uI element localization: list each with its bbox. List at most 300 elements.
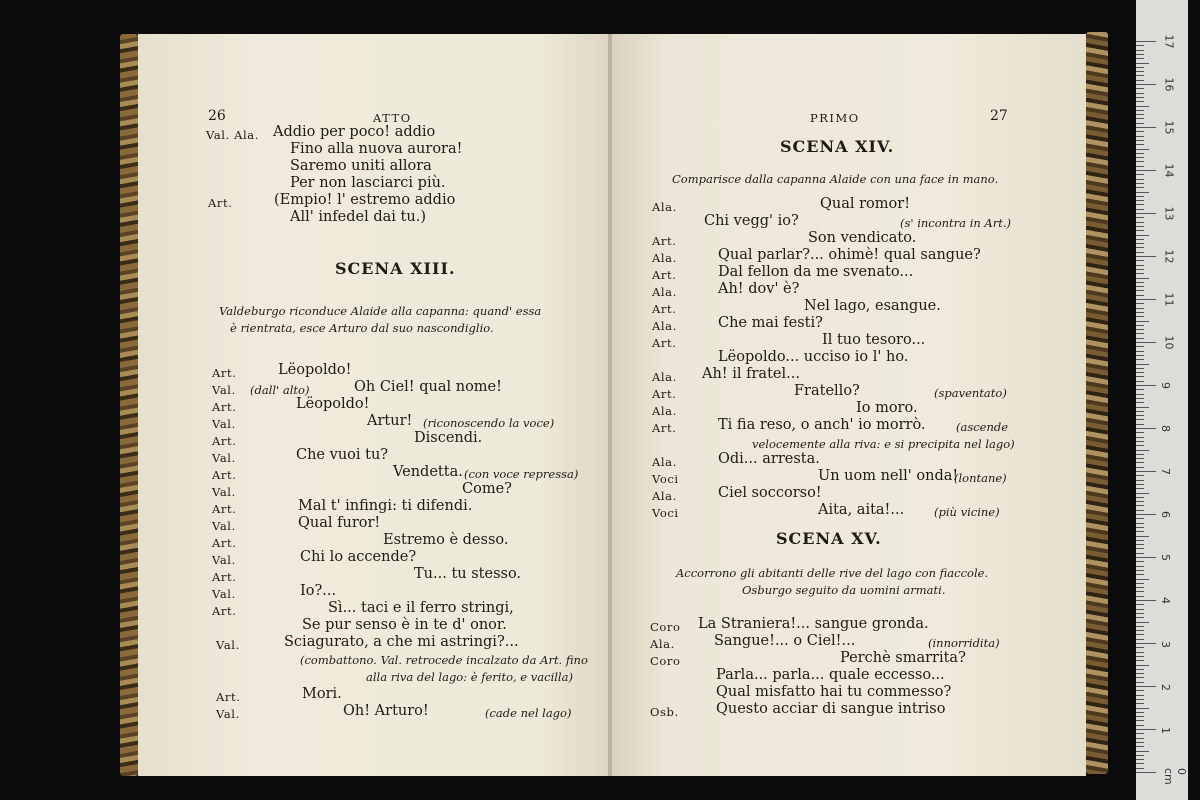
verse: Lëopoldo! xyxy=(296,396,370,412)
ruler-tick xyxy=(1136,402,1144,403)
ruler-tick xyxy=(1136,708,1149,709)
ruler-tick xyxy=(1136,450,1149,451)
ruler-tick xyxy=(1136,398,1144,399)
ruler-label: 12 xyxy=(1162,249,1176,264)
ruler-tick xyxy=(1136,548,1144,549)
speaker: Art. xyxy=(652,268,677,282)
ruler-tick xyxy=(1136,553,1144,554)
ruler-tick xyxy=(1136,677,1144,678)
stage-direction: (combattono. Val. retrocede incalzato da Art. fino xyxy=(300,653,588,667)
ruler-tick xyxy=(1136,265,1144,266)
stage-direction: velocemente alla riva: e si precipita nel lago) xyxy=(752,437,1015,451)
ruler-label: 8 xyxy=(1159,425,1172,432)
speaker: Ala. xyxy=(652,370,677,384)
ruler-tick xyxy=(1136,312,1144,313)
ruler-tick xyxy=(1136,303,1144,304)
ruler-tick xyxy=(1136,583,1144,584)
ruler-tick xyxy=(1136,501,1144,502)
ruler-tick xyxy=(1136,523,1144,524)
ruler-tick xyxy=(1136,364,1149,365)
ruler-tick xyxy=(1136,462,1144,463)
ruler-tick xyxy=(1136,359,1144,360)
ruler-tick xyxy=(1136,295,1144,296)
speaker: Art. xyxy=(212,536,237,550)
speaker: Art. xyxy=(208,196,233,210)
ruler-tick xyxy=(1136,230,1144,231)
ruler-tick xyxy=(1136,411,1144,412)
verse: Qual misfatto hai tu commesso? xyxy=(716,684,952,700)
ruler-tick xyxy=(1136,768,1144,769)
ruler-tick xyxy=(1136,600,1156,601)
ruler-tick xyxy=(1136,531,1144,532)
ruler-tick xyxy=(1136,372,1144,373)
verse: Nel lago, esangue. xyxy=(804,298,941,314)
ruler-tick xyxy=(1136,329,1144,330)
speaker: Voci xyxy=(652,472,679,486)
ruler-tick xyxy=(1136,217,1144,218)
verse: Aita, aita!... xyxy=(818,502,905,518)
speaker: Ala. xyxy=(652,251,677,265)
verse: (Empio! l' estremo addio xyxy=(274,192,456,208)
speaker: Osb. xyxy=(650,705,679,719)
verse: Dal fellon da me svenato... xyxy=(718,264,914,280)
verse: Ti fia reso, o anch' io morrò. xyxy=(718,417,926,433)
ruler-tick xyxy=(1136,415,1144,416)
stage-direction: Osburgo seguito da uomini armati. xyxy=(742,583,946,597)
ruler-tick xyxy=(1136,260,1144,261)
ruler-label: 14 xyxy=(1162,163,1176,178)
ruler-tick xyxy=(1136,703,1144,704)
speaker: Val. Ala. xyxy=(206,128,259,142)
left-page xyxy=(138,34,610,776)
ruler-tick xyxy=(1136,720,1144,721)
ruler-tick xyxy=(1136,746,1144,747)
ruler-tick xyxy=(1136,471,1156,472)
verse: Ah! il fratel... xyxy=(702,366,800,382)
speaker: Art. xyxy=(652,421,677,435)
ruler-tick xyxy=(1136,333,1144,334)
speaker: Ala. xyxy=(650,637,675,651)
ruler-tick xyxy=(1136,428,1156,429)
ruler-tick xyxy=(1136,665,1149,666)
open-book xyxy=(120,26,1108,780)
ruler-tick xyxy=(1136,561,1144,562)
ruler-tick xyxy=(1136,286,1144,287)
ruler-tick xyxy=(1136,213,1156,214)
ruler-tick xyxy=(1136,759,1144,760)
ruler-tick xyxy=(1136,596,1144,597)
ruler-tick xyxy=(1136,716,1144,717)
ruler-label: 0 cm xyxy=(1162,768,1188,785)
ruler-tick xyxy=(1136,652,1144,653)
ruler-tick xyxy=(1136,643,1156,644)
ruler-tick xyxy=(1136,634,1144,635)
ruler-tick xyxy=(1136,136,1144,137)
verse: Sciagurato, a che mi astringi?... xyxy=(284,634,519,650)
ruler-label: 16 xyxy=(1162,77,1176,92)
ruler-tick xyxy=(1136,389,1144,390)
ruler-tick xyxy=(1136,570,1144,571)
ruler-tick xyxy=(1136,71,1144,72)
ruler-tick xyxy=(1136,755,1144,756)
speaker: Val. xyxy=(212,417,236,431)
ruler-tick xyxy=(1136,222,1144,223)
ruler-tick xyxy=(1136,149,1149,150)
ruler-tick xyxy=(1136,510,1144,511)
ruler-tick xyxy=(1136,630,1144,631)
ruler-label: 15 xyxy=(1162,120,1176,135)
ruler-tick xyxy=(1136,273,1144,274)
verse: Qual parlar?... ohimè! qual sangue? xyxy=(718,247,981,263)
speaker: Art. xyxy=(212,570,237,584)
ruler-tick xyxy=(1136,437,1144,438)
ruler-tick xyxy=(1136,290,1144,291)
verse: Qual romor! xyxy=(820,196,911,212)
ruler-label: 7 xyxy=(1159,468,1172,475)
ruler-tick xyxy=(1136,712,1144,713)
verse: Artur! xyxy=(367,413,413,429)
ruler-tick xyxy=(1136,733,1144,734)
speaker: Art. xyxy=(652,336,677,350)
ruler-tick xyxy=(1136,63,1149,64)
ruler-tick xyxy=(1136,252,1144,253)
ruler-tick xyxy=(1136,75,1144,76)
ruler-tick xyxy=(1136,497,1144,498)
stage-direction: (cade nel lago) xyxy=(485,706,572,720)
ruler-tick xyxy=(1136,321,1149,322)
verse: Odi... arresta. xyxy=(718,451,820,467)
ruler-tick xyxy=(1136,84,1156,85)
speaker: Art. xyxy=(212,400,237,414)
page-number: 27 xyxy=(990,108,1008,124)
ruler-tick xyxy=(1136,58,1144,59)
ruler-tick xyxy=(1136,536,1149,537)
ruler-tick xyxy=(1136,604,1144,605)
ruler-tick xyxy=(1136,540,1144,541)
speaker: Val. xyxy=(216,638,240,652)
speaker: Art. xyxy=(212,434,237,448)
verse: Per non lasciarci più. xyxy=(290,175,446,191)
ruler-label: 2 xyxy=(1159,684,1172,691)
ruler-tick xyxy=(1136,114,1144,115)
ruler-tick xyxy=(1136,97,1144,98)
ruler-tick xyxy=(1136,385,1156,386)
verse: Sì... taci e il ferro stringi, xyxy=(328,600,514,616)
ruler-tick xyxy=(1136,88,1144,89)
ruler-tick xyxy=(1136,282,1144,283)
ruler-tick xyxy=(1136,772,1156,773)
ruler-tick xyxy=(1136,505,1144,506)
stage-direction: alla riva del lago: è ferito, e vacilla) xyxy=(366,670,573,684)
speaker: Ala. xyxy=(652,455,677,469)
ruler-tick xyxy=(1136,50,1144,51)
verse: Saremo uniti allora xyxy=(290,158,432,174)
scene-title: SCENA XIII. xyxy=(335,259,456,278)
speaker: Val. xyxy=(212,553,236,567)
speaker: Val. xyxy=(212,485,236,499)
speaker: Coro xyxy=(650,620,681,634)
stage-direction: (dall' alto) xyxy=(250,383,310,397)
ruler-tick xyxy=(1136,269,1144,270)
ruler-tick xyxy=(1136,316,1144,317)
ruler-tick xyxy=(1136,480,1144,481)
verse: Un uom nell' onda! xyxy=(818,468,959,484)
ruler-tick xyxy=(1136,690,1144,691)
ruler-tick xyxy=(1136,200,1144,201)
ruler-tick xyxy=(1136,179,1144,180)
speaker: Ala. xyxy=(652,285,677,299)
cover-edge-left xyxy=(120,34,138,776)
stage-direction: è rientrata, esce Arturo dal suo nascondiglio. xyxy=(230,321,494,335)
ruler-tick xyxy=(1136,101,1144,102)
ruler-tick xyxy=(1136,527,1144,528)
ruler-label: 1 xyxy=(1159,727,1172,734)
ruler-tick xyxy=(1136,639,1144,640)
ruler-tick xyxy=(1136,204,1144,205)
ruler-tick xyxy=(1136,622,1149,623)
verse: Qual furor! xyxy=(298,515,381,531)
verse: Tu... tu stesso. xyxy=(414,566,522,582)
ruler-label: 10 xyxy=(1162,335,1176,350)
speaker: Coro xyxy=(650,654,681,668)
ruler-tick xyxy=(1136,368,1144,369)
ruler-tick xyxy=(1136,441,1144,442)
ruler-tick xyxy=(1136,209,1144,210)
speaker: Art. xyxy=(212,468,237,482)
stage-direction: (con voce repressa) xyxy=(464,467,579,481)
ruler-tick xyxy=(1136,140,1144,141)
ruler-tick xyxy=(1136,514,1156,515)
speaker: Ala. xyxy=(652,319,677,333)
ruler-tick xyxy=(1136,161,1144,162)
ruler-tick xyxy=(1136,587,1144,588)
ruler-tick xyxy=(1136,346,1144,347)
speaker: Art. xyxy=(212,366,237,380)
verse: Ciel soccorso! xyxy=(718,485,822,501)
ruler-tick xyxy=(1136,54,1144,55)
ruler-tick xyxy=(1136,660,1144,661)
ruler-tick xyxy=(1136,699,1144,700)
ruler-tick xyxy=(1136,110,1144,111)
ruler-tick xyxy=(1136,278,1149,279)
verse: Come? xyxy=(462,481,512,497)
ruler-tick xyxy=(1136,170,1156,171)
ruler-tick xyxy=(1136,144,1144,145)
ruler-tick xyxy=(1136,127,1156,128)
verse: Oh Ciel! qual nome! xyxy=(354,379,502,395)
ruler-tick xyxy=(1136,174,1144,175)
ruler-tick xyxy=(1136,226,1144,227)
verse: Parla... parla... quale eccesso... xyxy=(716,667,945,683)
ruler-tick xyxy=(1136,617,1144,618)
ruler-tick xyxy=(1136,729,1156,730)
right-page xyxy=(612,34,1086,776)
verse: La Straniera!... sangue gronda. xyxy=(698,616,929,632)
verse: Oh! Arturo! xyxy=(343,703,429,719)
ruler-tick xyxy=(1136,738,1144,739)
ruler-label: 5 xyxy=(1159,554,1172,561)
ruler-tick xyxy=(1136,484,1144,485)
ruler-tick xyxy=(1136,131,1144,132)
ruler-tick xyxy=(1136,424,1144,425)
ruler-label: 13 xyxy=(1162,206,1176,221)
ruler-tick xyxy=(1136,256,1156,257)
ruler-tick xyxy=(1136,475,1144,476)
stage-direction: (innorridita) xyxy=(928,636,1000,650)
ruler-tick xyxy=(1136,613,1144,614)
verse: Sangue!... o Ciel!... xyxy=(714,633,856,649)
verse: Fino alla nuova aurora! xyxy=(290,141,463,157)
speaker: Voci xyxy=(652,506,679,520)
ruler-tick xyxy=(1136,239,1144,240)
speaker: Val. xyxy=(216,707,240,721)
verse: Questo acciar di sangue intriso xyxy=(716,701,946,717)
ruler-tick xyxy=(1136,394,1144,395)
running-head: ATTO xyxy=(373,111,412,125)
ruler-tick xyxy=(1136,647,1144,648)
stage-direction: (riconoscendo la voce) xyxy=(423,416,555,430)
ruler-tick xyxy=(1136,419,1144,420)
verse: Fratello? xyxy=(794,383,860,399)
ruler-tick xyxy=(1136,351,1144,352)
ruler-tick xyxy=(1136,742,1144,743)
stage-direction: Valdeburgo riconduce Alaide alla capanna: quand' essa xyxy=(219,304,542,318)
speaker: Art. xyxy=(652,387,677,401)
ruler-tick xyxy=(1136,626,1144,627)
ruler-label: 6 xyxy=(1159,511,1172,518)
ruler-tick xyxy=(1136,187,1144,188)
ruler-tick xyxy=(1136,67,1144,68)
ruler-label: 3 xyxy=(1159,641,1172,648)
ruler-tick xyxy=(1136,376,1144,377)
ruler-tick xyxy=(1136,574,1144,575)
ruler-tick xyxy=(1136,763,1144,764)
ruler-tick xyxy=(1136,579,1149,580)
verse: Addio per poco! addio xyxy=(273,124,436,140)
ruler-tick xyxy=(1136,192,1149,193)
scene-title: SCENA XIV. xyxy=(780,137,895,156)
ruler-tick xyxy=(1136,338,1144,339)
ruler-tick xyxy=(1136,243,1144,244)
ruler-tick xyxy=(1136,544,1144,545)
speaker: Art. xyxy=(216,690,241,704)
verse: Lëopoldo! xyxy=(278,362,352,378)
ruler-tick xyxy=(1136,467,1144,468)
ruler-tick xyxy=(1136,196,1144,197)
ruler-tick xyxy=(1136,235,1149,236)
ruler-tick xyxy=(1136,381,1144,382)
cover-edge-right xyxy=(1086,32,1108,774)
verse: Vendetta. xyxy=(393,464,463,480)
ruler-tick xyxy=(1136,566,1144,567)
ruler-tick xyxy=(1136,166,1144,167)
verse: Il tuo tesoro... xyxy=(822,332,926,348)
ruler-label: 4 xyxy=(1159,597,1172,604)
running-head: PRIMO xyxy=(810,111,860,125)
verse: Ah! dov' è? xyxy=(718,281,800,297)
verse: Chi lo accende? xyxy=(300,549,417,565)
ruler-label: 9 xyxy=(1159,382,1172,389)
ruler-tick xyxy=(1136,609,1144,610)
verse: All' infedel dai tu.) xyxy=(290,209,426,225)
ruler-tick xyxy=(1136,682,1144,683)
verse: Son vendicato. xyxy=(808,230,917,246)
speaker: Val. xyxy=(212,519,236,533)
ruler-tick xyxy=(1136,183,1144,184)
measuring-ruler xyxy=(1136,0,1188,800)
verse: Mal t' infingi: ti difendi. xyxy=(298,498,473,514)
speaker: Art. xyxy=(212,502,237,516)
stage-direction: (spaventato) xyxy=(934,386,1007,400)
ruler-tick xyxy=(1136,591,1144,592)
verse: Io?... xyxy=(300,583,337,599)
ruler-tick xyxy=(1136,656,1144,657)
ruler-label: 11 xyxy=(1162,292,1176,307)
speaker: Art. xyxy=(652,302,677,316)
verse: Se pur senso è in te d' onor. xyxy=(302,617,507,633)
stage-direction: Accorrono gli abitanti delle rive del lago con fiaccole. xyxy=(676,566,989,580)
stage-direction: (più vicine) xyxy=(934,505,1000,519)
page-number: 26 xyxy=(208,108,226,124)
ruler-tick xyxy=(1136,686,1156,687)
ruler-tick xyxy=(1136,247,1144,248)
ruler-tick xyxy=(1136,725,1144,726)
ruler-tick xyxy=(1136,123,1144,124)
ruler-tick xyxy=(1136,493,1149,494)
ruler-tick xyxy=(1136,432,1144,433)
verse: Mori. xyxy=(302,686,342,702)
speaker: Ala. xyxy=(652,404,677,418)
ruler-tick xyxy=(1136,518,1144,519)
ruler-tick xyxy=(1136,80,1144,81)
ruler-tick xyxy=(1136,751,1149,752)
stage-direction: (s' incontra in Art.) xyxy=(900,216,1011,230)
stage-direction: Comparisce dalla capanna Alaide con una face in mano. xyxy=(672,172,999,186)
ruler-tick xyxy=(1136,445,1144,446)
verse: Lëopoldo... ucciso io l' ho. xyxy=(718,349,909,365)
ruler-tick xyxy=(1136,695,1144,696)
ruler-tick xyxy=(1136,106,1149,107)
stage-direction: (lontane) xyxy=(954,471,1007,485)
ruler-label: 17 xyxy=(1162,34,1176,49)
ruler-tick xyxy=(1136,673,1144,674)
ruler-tick xyxy=(1136,454,1144,455)
speaker: Val. xyxy=(212,383,236,397)
ruler-tick xyxy=(1136,153,1144,154)
ruler-tick xyxy=(1136,325,1144,326)
speaker: Art. xyxy=(652,234,677,248)
verse: Discendi. xyxy=(414,430,483,446)
ruler-tick xyxy=(1136,299,1156,300)
verse: Chi vegg' io? xyxy=(704,213,799,229)
ruler-tick xyxy=(1136,355,1144,356)
verse: Estremo è desso. xyxy=(383,532,509,548)
stage-direction: (ascende xyxy=(956,420,1009,434)
ruler-tick xyxy=(1136,488,1144,489)
verse: Che vuoi tu? xyxy=(296,447,389,463)
ruler-tick xyxy=(1136,118,1144,119)
scene-title: SCENA XV. xyxy=(776,529,882,548)
speaker: Val. xyxy=(212,587,236,601)
verse: Io moro. xyxy=(856,400,918,416)
speaker: Ala. xyxy=(652,489,677,503)
ruler-tick xyxy=(1136,157,1144,158)
speaker: Val. xyxy=(212,451,236,465)
ruler-tick xyxy=(1136,458,1144,459)
ruler-tick xyxy=(1136,342,1156,343)
verse: Perchè smarrita? xyxy=(840,650,966,666)
ruler-tick xyxy=(1136,93,1144,94)
